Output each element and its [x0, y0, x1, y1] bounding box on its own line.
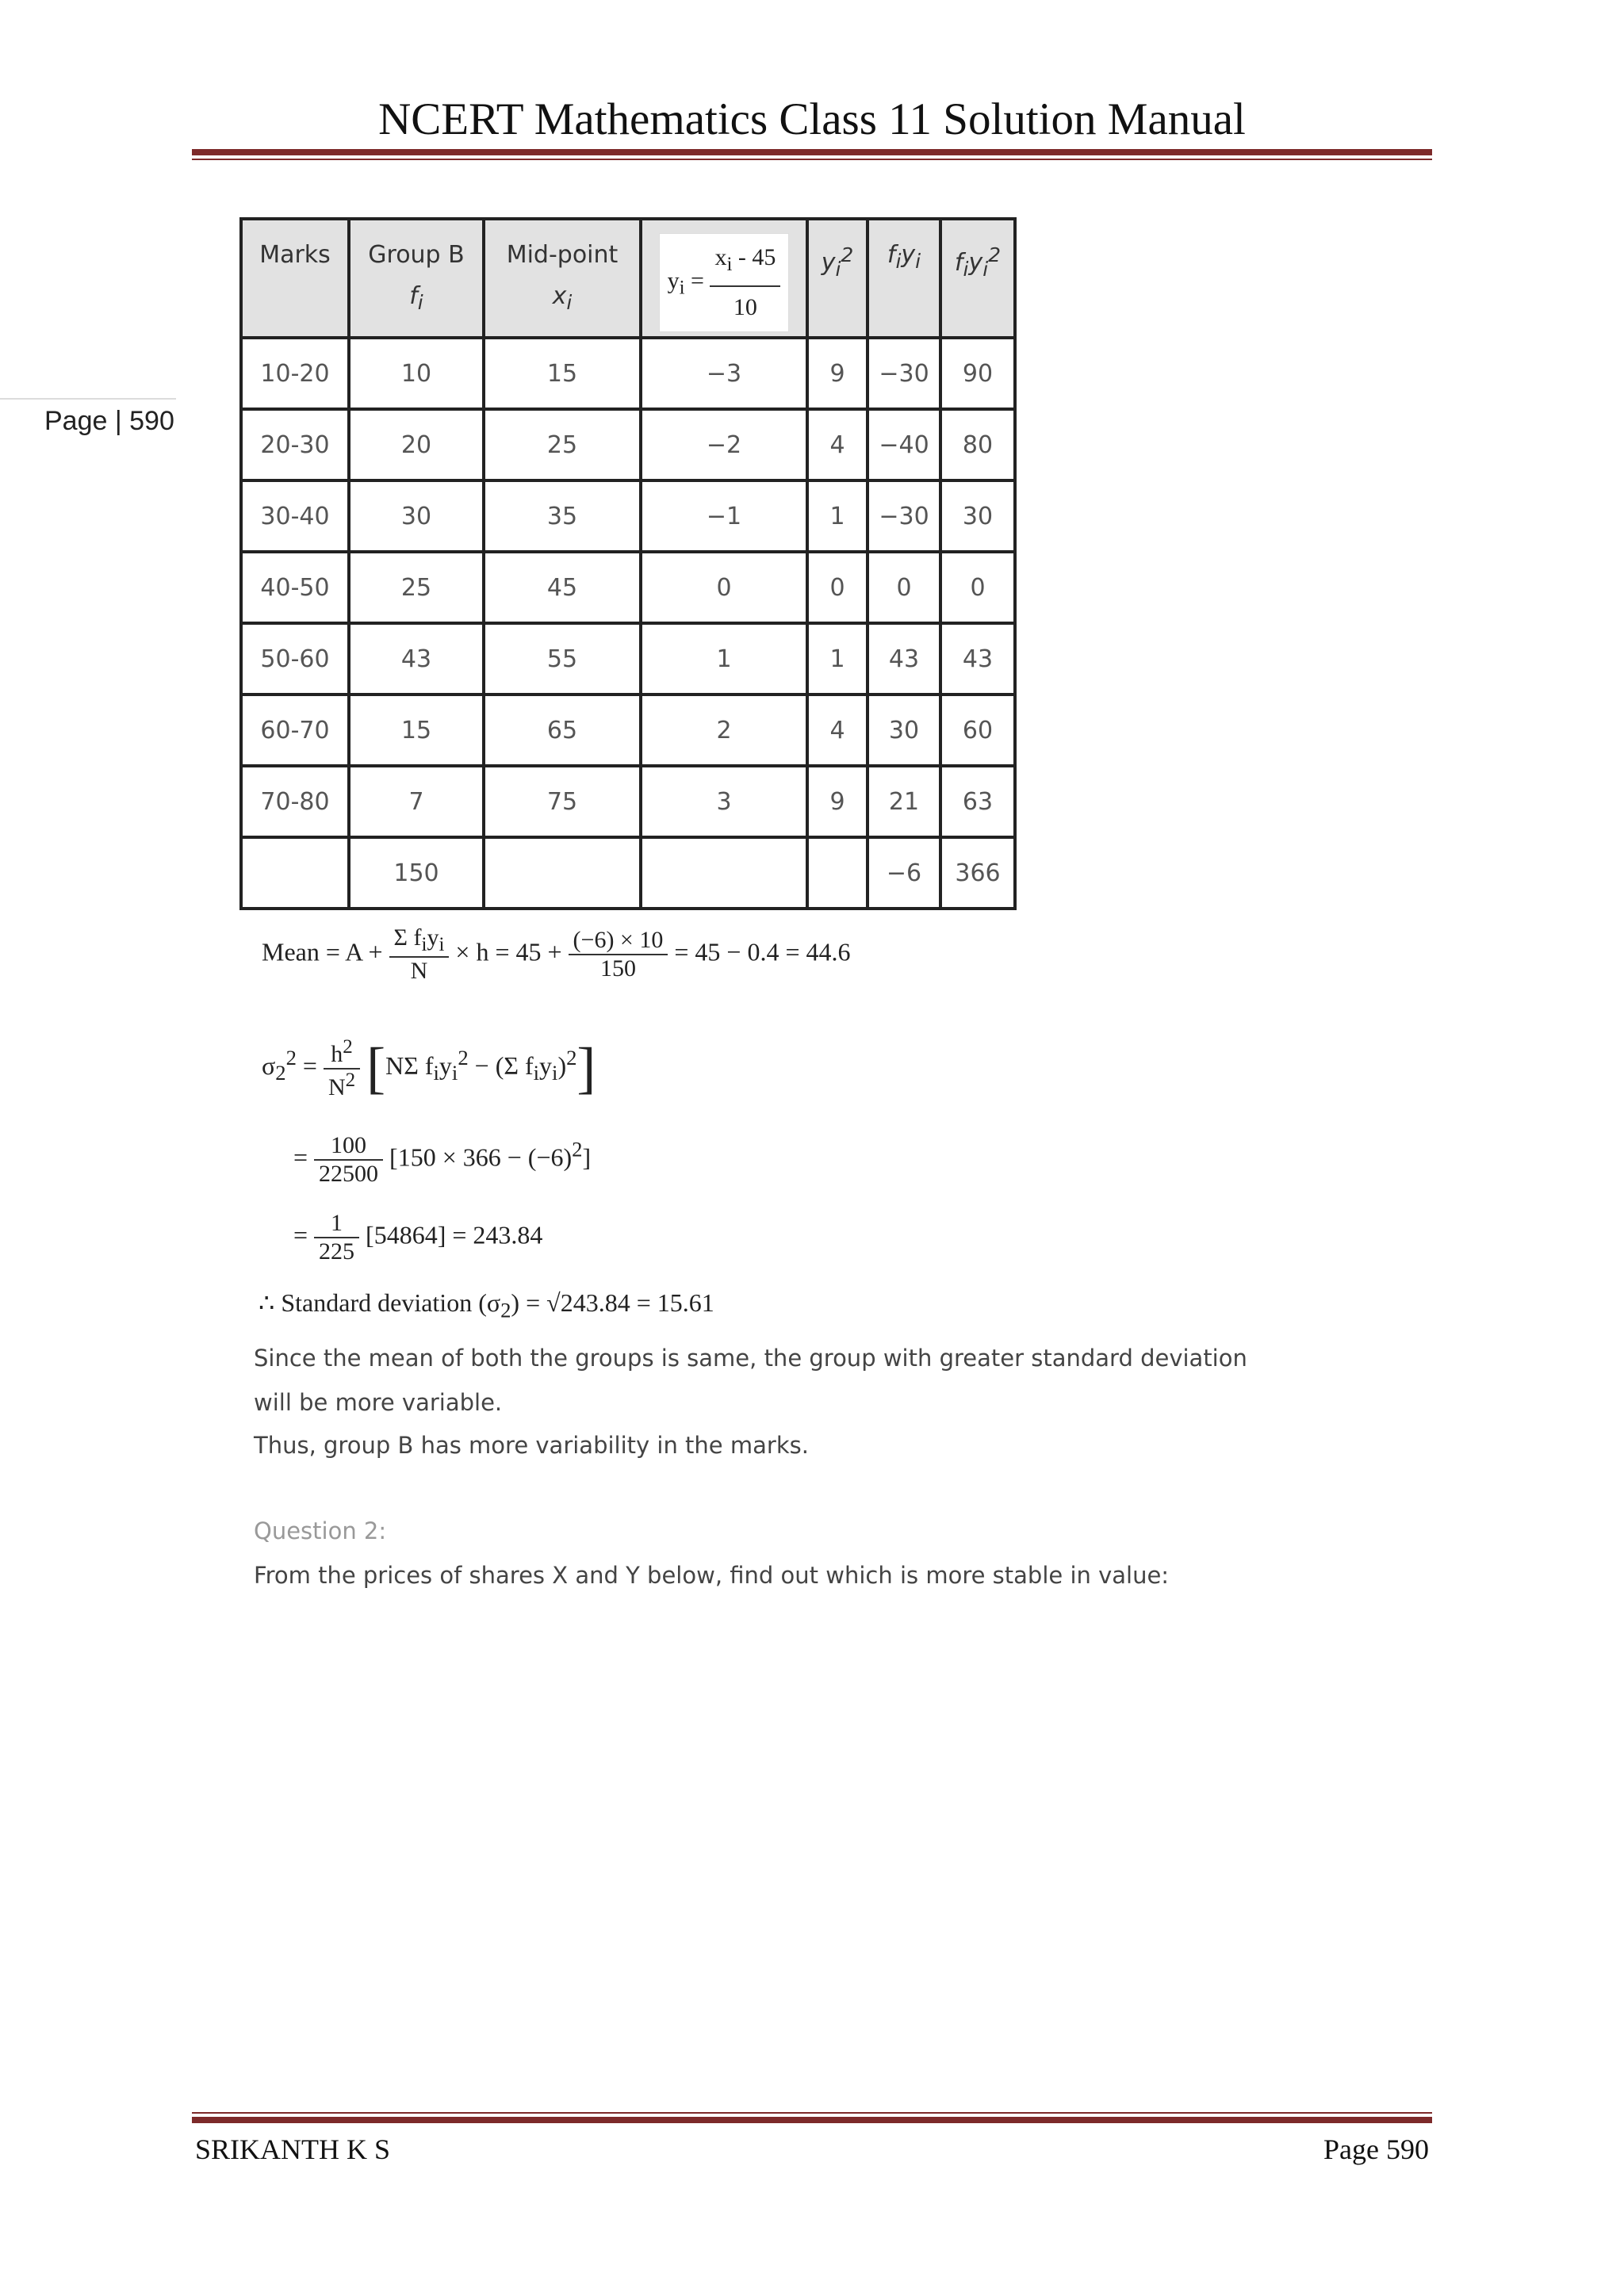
header-group-b: Group B $f_i$ [349, 219, 484, 338]
footer-page-number: Page 590 [1323, 2133, 1429, 2165]
header-rule [192, 149, 1432, 160]
variance-step-1: = $\frac{100}{22500}$ $[150 \times 366 - (-6)^2]$ [293, 1132, 592, 1187]
table-cell: 25 [484, 409, 641, 480]
standard-deviation-result: ∴ Standard deviation $(\sigma_2) = √243.84 = 15.61$ [259, 1288, 714, 1322]
table-cell: 65 [484, 695, 641, 766]
footer-author: SRIKANTH K S [195, 2133, 391, 2165]
page-header-title: NCERT Mathematics Class 11 Solution Manual [378, 94, 1246, 144]
table-cell: 63 [940, 766, 1015, 837]
table-cell: 30 [940, 480, 1015, 552]
table-cell: 1 [807, 623, 868, 695]
side-page-label: Page | 590 [44, 406, 174, 436]
question-label: Question 2: [254, 1517, 387, 1544]
table-cell: 0 [940, 552, 1015, 623]
table-cell: 43 [349, 623, 484, 695]
conclusion-line-3: Thus, group B has more variability in the marks. [254, 1432, 809, 1459]
header-marks: Marks [241, 219, 349, 338]
footer-rule [192, 2112, 1432, 2123]
table-cell: 0 [807, 552, 868, 623]
header-midpoint: Mid-point $x_i$ [484, 219, 641, 338]
table-cell: 90 [940, 338, 1015, 409]
table-cell: 0 [641, 552, 807, 623]
table-cell: 10-20 [241, 338, 349, 409]
table-cell: −1 [641, 480, 807, 552]
header-yi-formula: $y_i$ = $\frac{x_i - 45}{10}$ [641, 219, 807, 338]
table-cell: 70-80 [241, 766, 349, 837]
table-cell: 1 [807, 480, 868, 552]
variance-formula: $\sigma_2^2$ = $\frac{h^2}{N^2}$ [NΣ $f_iy_i^2 - (\Sigma$ $f_iy_i)^2$] [262, 1035, 596, 1100]
table-cell: 35 [484, 480, 641, 552]
table-cell: 3 [641, 766, 807, 837]
table-cell: 15 [484, 338, 641, 409]
table-cell [641, 837, 807, 909]
table-cell: 40-50 [241, 552, 349, 623]
header-fiyi: $f_iy_i$ [868, 219, 940, 338]
table-cell [807, 837, 868, 909]
table-row [241, 837, 1015, 909]
table-row [241, 409, 1015, 480]
table-cell: 4 [807, 409, 868, 480]
table-cell: 45 [484, 552, 641, 623]
table-cell: 60-70 [241, 695, 349, 766]
table-cell: 9 [807, 338, 868, 409]
table-cell [484, 837, 641, 909]
question-text: From the prices of shares X and Y below, find out which is more stable in value: [254, 1562, 1170, 1589]
table-cell: 366 [940, 837, 1015, 909]
table-cell: 30-40 [241, 480, 349, 552]
table-row [241, 552, 1015, 623]
table-cell: 25 [349, 552, 484, 623]
table-header-row [241, 219, 1015, 338]
table-cell: 4 [807, 695, 868, 766]
table-cell: 55 [484, 623, 641, 695]
table-cell: −30 [868, 338, 940, 409]
table-cell: 2 [641, 695, 807, 766]
table-cell: −40 [868, 409, 940, 480]
conclusion-line-1: Since the mean of both the groups is same, the group with greater standard deviation [254, 1345, 1247, 1372]
table-cell: 30 [868, 695, 940, 766]
table-cell: 10 [349, 338, 484, 409]
table-cell: 20 [349, 409, 484, 480]
table-cell: −2 [641, 409, 807, 480]
table-cell: 150 [349, 837, 484, 909]
table-row [241, 695, 1015, 766]
table-row [241, 338, 1015, 409]
table-cell: 15 [349, 695, 484, 766]
variance-step-2: = $\frac{1}{225}$ [54864] = 243.84 [293, 1210, 543, 1265]
table-cell: 30 [349, 480, 484, 552]
table-cell: −30 [868, 480, 940, 552]
table-row [241, 623, 1015, 695]
table-row [241, 766, 1015, 837]
table-cell: 60 [940, 695, 1015, 766]
table-cell: 43 [868, 623, 940, 695]
header-yi-squared: $y_i^2$ [807, 219, 868, 338]
table-cell: 1 [641, 623, 807, 695]
mean-formula: Mean = A + $\frac{\Sigma f_iy_i}{N}$ × h = 45 + $\frac{(-6) \times 10}{150}$ = 45 − 0.4 = 44.6 [262, 924, 851, 984]
table-cell: 9 [807, 766, 868, 837]
table-cell: −6 [868, 837, 940, 909]
header-fiyi-squared: $f_iy_i^2$ [940, 219, 1015, 338]
table-cell: 43 [940, 623, 1015, 695]
table-cell: 0 [868, 552, 940, 623]
table-cell: 20-30 [241, 409, 349, 480]
table-cell: 21 [868, 766, 940, 837]
table-cell: 80 [940, 409, 1015, 480]
conclusion-line-2: will be more variable. [254, 1389, 503, 1416]
table-cell [241, 837, 349, 909]
table-cell: −3 [641, 338, 807, 409]
frequency-table [239, 217, 1017, 910]
table-cell: 50-60 [241, 623, 349, 695]
table-cell: 75 [484, 766, 641, 837]
table-row [241, 480, 1015, 552]
side-divider [0, 398, 176, 400]
table-cell: 7 [349, 766, 484, 837]
